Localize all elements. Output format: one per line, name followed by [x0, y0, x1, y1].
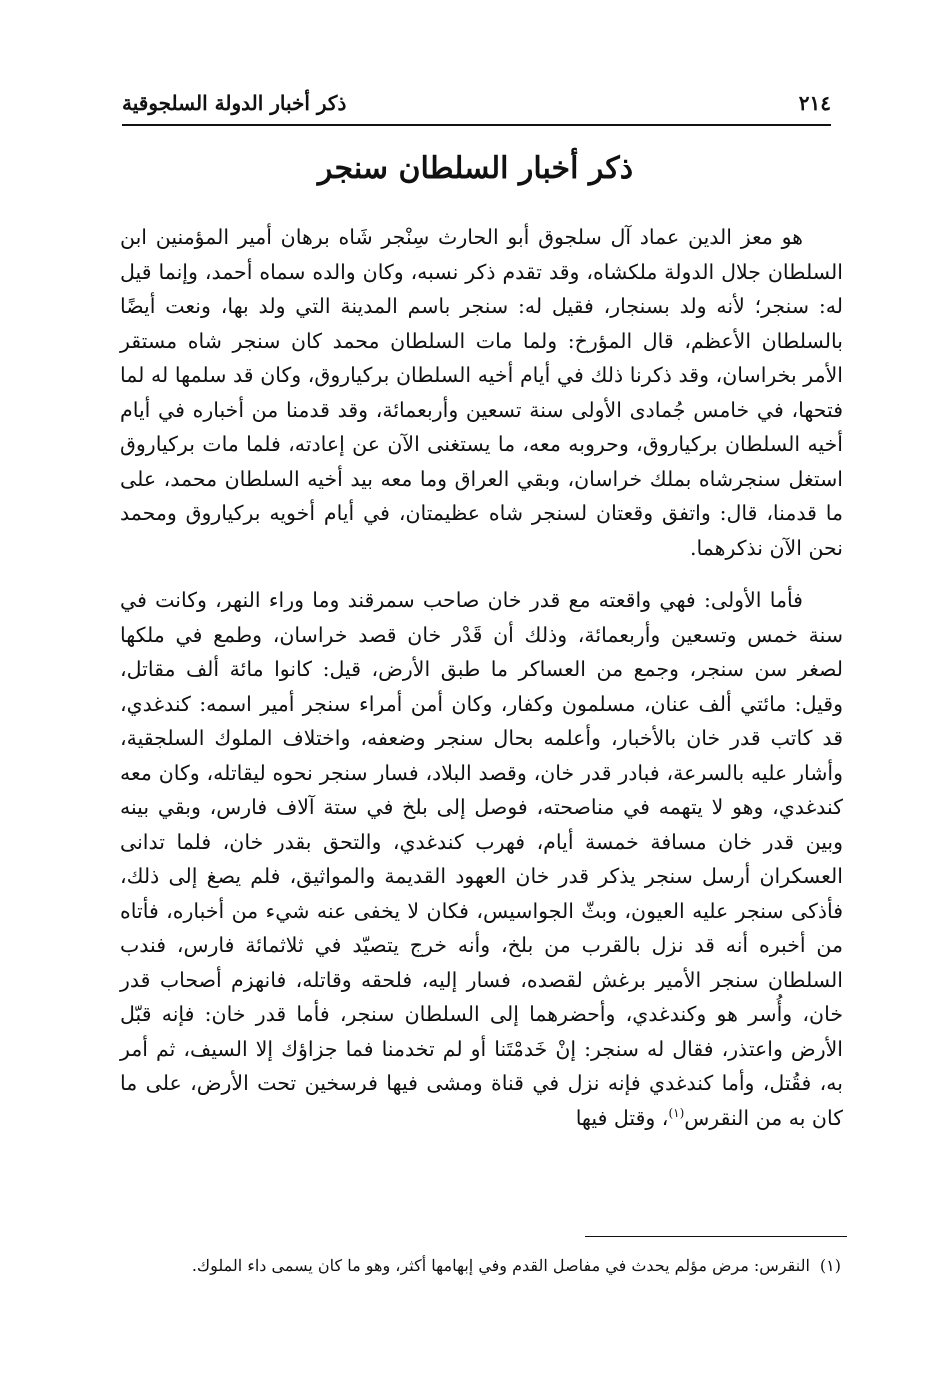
chapter-title: ذكر أخبار السلطان سنجر [317, 151, 634, 186]
footnote-rule [585, 1236, 847, 1237]
paragraph-2 [120, 583, 843, 1135]
paragraph-1: هو معز الدين عماد آل سلجوق أبو الحارث سِنْجر شَاه برهان أمير المؤمنين ابن السلطان جلال الدولة ملكشاه، وقد تقدم ذكر نسبه، وكان والده سماه أحمد، وإنما قيل له: سنجر؛ لأنه ولد بسنجار، فقيل له: سنجر باسم المدينة التي ولد بها، ونعت أيضًا بالسلطان الأعظم، قال المؤرخ: ولما مات السلطان محمد كان سنجر شاه مستقر الأمر بخراسان، وقد ذكرنا ذلك في أيام أخيه السلطان بركياروق، وكان قد سلمها له لما فتحها، في خامس جُمادى الأولى سنة تسعين وأربعمائة، وقد قدمنا من أخباره في أيام أخيه السلطان بركياروق، وحروبه معه، ما يستغنى الآن عن إعادته، فلما مات بركياروق استغل سنجرشاه بملك خراسان، وبقي العراق وما معه بيد أخيه السلطان محمد، على ما قدمنا، قال: واتفق وقعتان لسنجر شاه عظيمتان، في أيام أخويه بركياروق ومحمد نحن الآن نذكرهما. [120, 225, 843, 560]
header-rule [122, 124, 831, 126]
page-number: ٢١٤ [798, 91, 831, 115]
running-header [122, 86, 831, 120]
footnotes [120, 1250, 841, 1282]
footnote-1 [120, 1250, 841, 1282]
paragraph-2-main: فأما الأولى: فهي واقعته مع قدر خان صاحب سمرقند وما وراء النهر، وكانت في سنة خمس وتسعين وأربعمائة، وذلك أن قَدْر خان قصد خراسان، وطمع في ملكها لصغر سن سنجر، وجمع من العساكر ما طبق الأرض، قيل: كانوا مائة ألف مقاتل، وقيل: مائتي ألف عنان، مسلمون وكفار، وكان أمن أمراء سنجر أمير اسمه: كندغدي، قد كاتب قدر خان بالأخبار، وأعلمه بحال سنجر وضعفه، واختلاف الملوك السلجقية، وأشار عليه بالسرعة، فبادر قدر خان، وقصد البلاد، فسار سنجر نحوه ليقاتله، وكان معه كندغدي، وهو لا يتهمه في مناصحته، فوصل إلى بلخ في ستة آلاف فارس، وبقي بينه وبين قدر خان مسافة خمسة أيام، فهرب كندغدي، والتحق بقدر خان، فلما تدانى العسكران أرسل سنجر يذكر قدر خان العهود القديمة والمواثيق، فلم يصغ إلى ذلك، فأذكى سنجر عليه العيون، وبثّ الجواسيس، فكان لا يخفى عنه شيء من أخباره، فأتاه من أخبره أنه قد نزل بالقرب من بلخ، وأنه خرج يتصيّد في ثلاثمائة فارس، فندب السلطان سنجر الأمير برغش لقصده، فسار إليه، فلحقه وقاتله، فانهزم أصحاب قدر خان، وأُسر هو وكندغدي، وأحضرهما إلى السلطان سنجر، فأما قدر خان: فإنه قبّل الأرض واعتذر، فقال له سنجر: إنْ خَدمْتَنا أو لم تخدمنا فما جزاؤك إلا السيف، ثم أمر به، فقُتل، وأما كندغدي فإنه نزل في قناة ومشى فيها فرسخين تحت الأرض، على ما كان به من النقرس [120, 588, 843, 1130]
running-title: ذكر أخبار الدولة السلجوقية [122, 91, 347, 115]
paragraph-2-tail: ، وقتل فيها [575, 1105, 669, 1130]
footnote-text: النقرس: مرض مؤلم يحدث في مفاصل القدم وفي إبهامها أكثر، وهو ما كان يسمى داء الملوك. [191, 1256, 810, 1275]
footnote-reference: (١) [668, 1105, 685, 1120]
body-text [120, 220, 843, 1135]
footnote-marker: (١) [819, 1256, 841, 1275]
